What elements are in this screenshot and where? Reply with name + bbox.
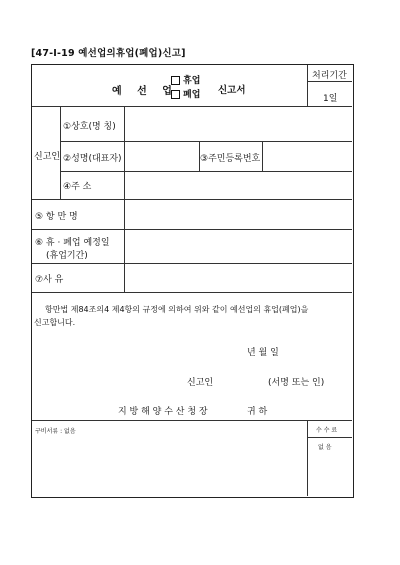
signature-field: (서명 또는 인) xyxy=(268,378,325,388)
fee-value: 없 음 xyxy=(318,444,332,451)
recipient-suffix: 귀 하 xyxy=(247,407,268,417)
option-suspend[interactable] xyxy=(171,73,200,86)
processing-period-value: 1일 xyxy=(323,94,338,104)
close-checkbox[interactable] xyxy=(171,90,180,99)
form-code: [47-Ⅰ-19 예선업의휴업(폐업)신고] xyxy=(31,48,186,59)
suspend-checkbox[interactable] xyxy=(171,76,180,85)
scheduled-period-label: (휴업기간) xyxy=(46,251,88,261)
suspend-label: 휴업 xyxy=(183,76,201,86)
option-close[interactable] xyxy=(171,87,200,100)
attachments: 구비서류 : 없음 xyxy=(35,428,76,435)
business-name-label: ①상호(명 칭) xyxy=(63,122,116,132)
reporter-label: 신고인 xyxy=(34,152,61,162)
processing-period-label: 처리기간 xyxy=(312,71,347,81)
report-date: 년 월 일 xyxy=(247,348,279,358)
statement-line-1: 항만법 제84조의4 제4항의 규정에 의하여 위와 같이 예선업의 휴업(폐업)을 xyxy=(45,305,309,314)
scheduled-date-label: ⑥ 휴 · 폐업 예정일 xyxy=(35,238,110,248)
form-title-suffix: 신고서 xyxy=(218,85,246,96)
representative-label: ②성명(대표자) xyxy=(63,154,122,164)
statement-line-2: 신고합니다. xyxy=(34,318,76,327)
recipient-office: 지 방 해 양 수 산 청 장 xyxy=(118,407,208,417)
reason-label: ⑦사 유 xyxy=(35,275,64,285)
signer-label: 신고인 xyxy=(187,378,214,388)
form-title: 예 선 업 xyxy=(112,86,178,97)
fee-label: 수 수 료 xyxy=(316,427,338,434)
address-label: ④주 소 xyxy=(63,182,92,192)
report-form xyxy=(31,64,354,498)
resident-number-label: ③주민등록번호 xyxy=(200,154,261,164)
port-name-label: ⑤ 항 만 명 xyxy=(35,212,78,222)
close-label: 폐업 xyxy=(183,90,201,100)
